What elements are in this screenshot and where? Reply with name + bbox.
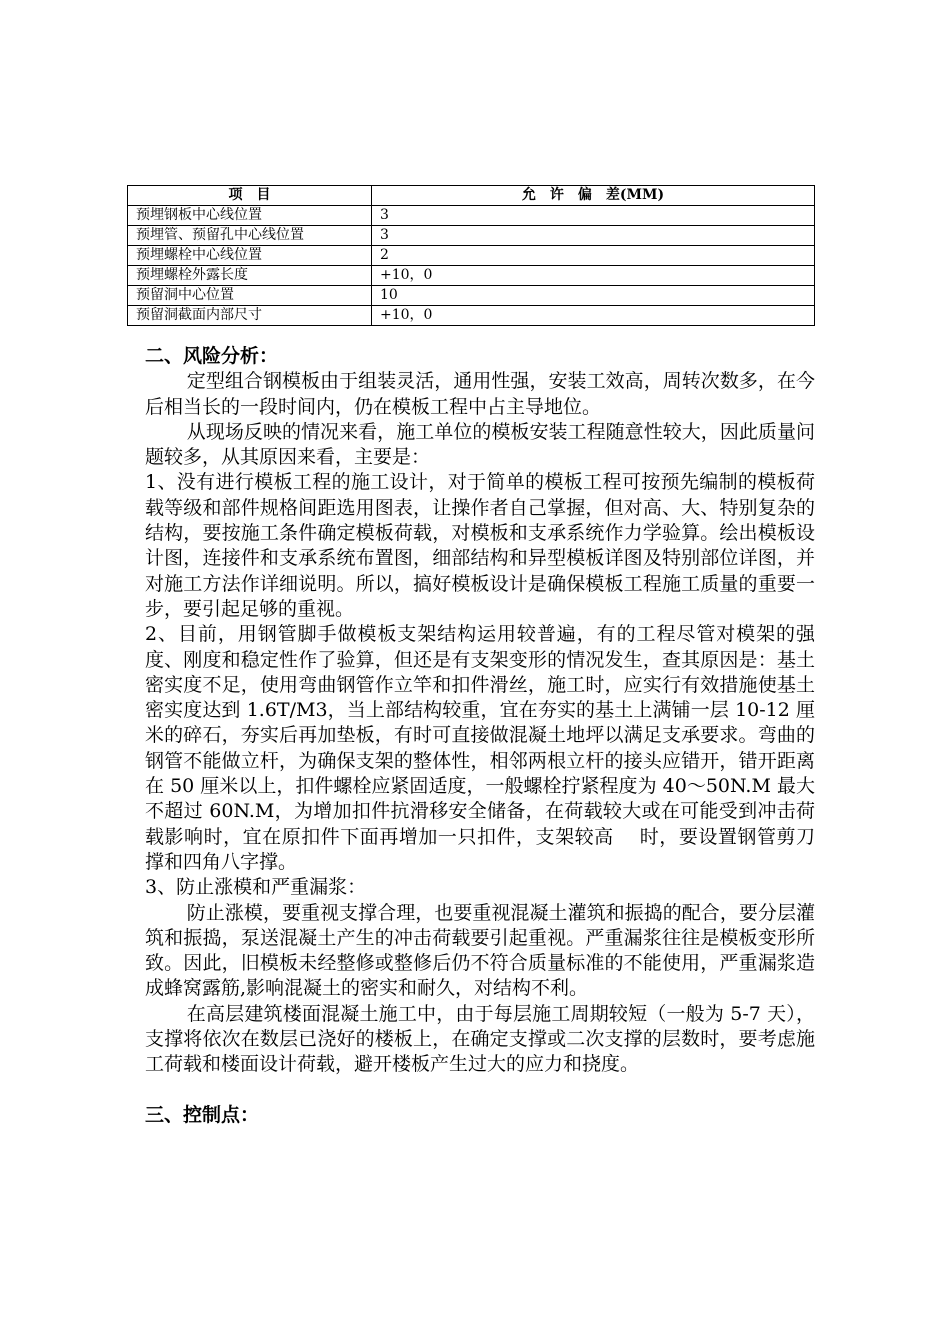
table-header-row: [128, 186, 815, 206]
header-item: 项 目: [128, 186, 372, 206]
row-item: 预留洞中心位置: [128, 286, 372, 306]
paragraph: 从现场反映的情况来看，施工单位的模板安装工程随意性较大，因此质量问题较多，从其原因来看，主要是：: [145, 420, 815, 469]
section-heading-control: 三、控制点：: [145, 1103, 260, 1126]
paragraph: 3、防止涨模和严重漏浆：: [145, 876, 367, 899]
row-value: +10，0: [372, 306, 815, 326]
paragraph: 在高层建筑楼面混凝土施工中，由于每层施工周期较短（一般为 5-7 天），支撑将依次在数层已浇好的楼板上，在确定支撑或二次支撑的层数时，要考虑施工荷载和楼面设计荷载，避开楼板产生过大的应力和挠度。: [145, 1002, 815, 1076]
row-item: 预埋管、预留孔中心线位置: [128, 226, 372, 246]
table-row: [128, 206, 815, 226]
row-value: 2: [372, 246, 815, 266]
table-row: [128, 246, 815, 266]
row-item: 预埋螺栓中心线位置: [128, 246, 372, 266]
paragraph: 1、没有进行模板工程的施工设计，对于简单的模板工程可按预先编制的模板荷载等级和部件规格间距选用图表，让操作者自己掌握，但对高、大、特别复杂的结构，要按施工条件确定模板荷载，对模板和支承系统作力学验算。绘出模板设计图，连接件和支承系统布置图，细部结构和异型模板详图及特别部位详图，并对施工方法作详细说明。所以，搞好模板设计是确保模板工程施工质量的重要一步，要引起足够的重视。: [145, 471, 815, 620]
row-item: 预埋螺栓外露长度: [128, 266, 372, 286]
table-row: [128, 306, 815, 326]
row-value: 3: [372, 206, 815, 226]
spacer: [145, 1078, 815, 1103]
row-value: 10: [372, 286, 815, 306]
table-row: [128, 286, 815, 306]
tolerance-table: [127, 185, 815, 326]
row-item: 预埋钢板中心线位置: [128, 206, 372, 226]
table-row: [128, 266, 815, 286]
section-heading-risk: 二、风险分析：: [145, 345, 279, 367]
row-item: 预留洞截面内部尺寸: [128, 306, 372, 326]
paragraph: 2、目前，用钢管脚手做模板支架结构运用较普遍，有的工程尽管对模架的强度、刚度和稳定性作了验算，但还是有支架变形的情况发生，查其原因是：基土密实度不足，使用弯曲钢管作立竿和扣件滑丝，施工时，应实行有效措施使基土密实度达到 1.6T/M3，当上部结构较重，宜在夯实的基土上满铺一层 10-12 厘米的碎石，夯实后再加垫板，有时可直接做混凝土地坪以满足支承要求。弯曲的钢管不能做立杆，为确保支架的整体性，相邻两根立杆的接头应错开，错开距离在 50 厘米以上，扣件螺栓应紧固适度，一般螺栓拧紧程度为 40～50N.M 最大不超过 60N.M，为增加扣件抗滑移安全储备，在荷载较大或在可能受到冲击荷载影响时，宜在原扣件下面再增加一只扣件，支架较高 时，要设置钢管剪刀撑和四角八字撑。: [145, 623, 815, 873]
paragraph: 定型组合钢模板由于组装灵活，通用性强，安装工效高，周转次数多，在今后相当长的一段时间内，仍在模板工程中占主导地位。: [145, 370, 815, 418]
table-row: [128, 226, 815, 246]
row-value: 3: [372, 226, 815, 246]
row-value: +10，0: [372, 266, 815, 286]
header-tolerance: 允 许 偏 差(MM): [372, 186, 815, 206]
document-body: [145, 344, 815, 1128]
paragraph: 防止涨模，要重视支撑合理，也要重视混凝土灌筑和振捣的配合，要分层灌筑和振捣，泵送混凝土产生的冲击荷载要引起重视。严重漏浆往往是模板变形所致。因此，旧模板未经整修或整修后仍不符合质量标准的不能使用，严重漏浆造成蜂窝露筋,影响混凝土的密实和耐久，对结构不利。: [145, 901, 815, 1000]
